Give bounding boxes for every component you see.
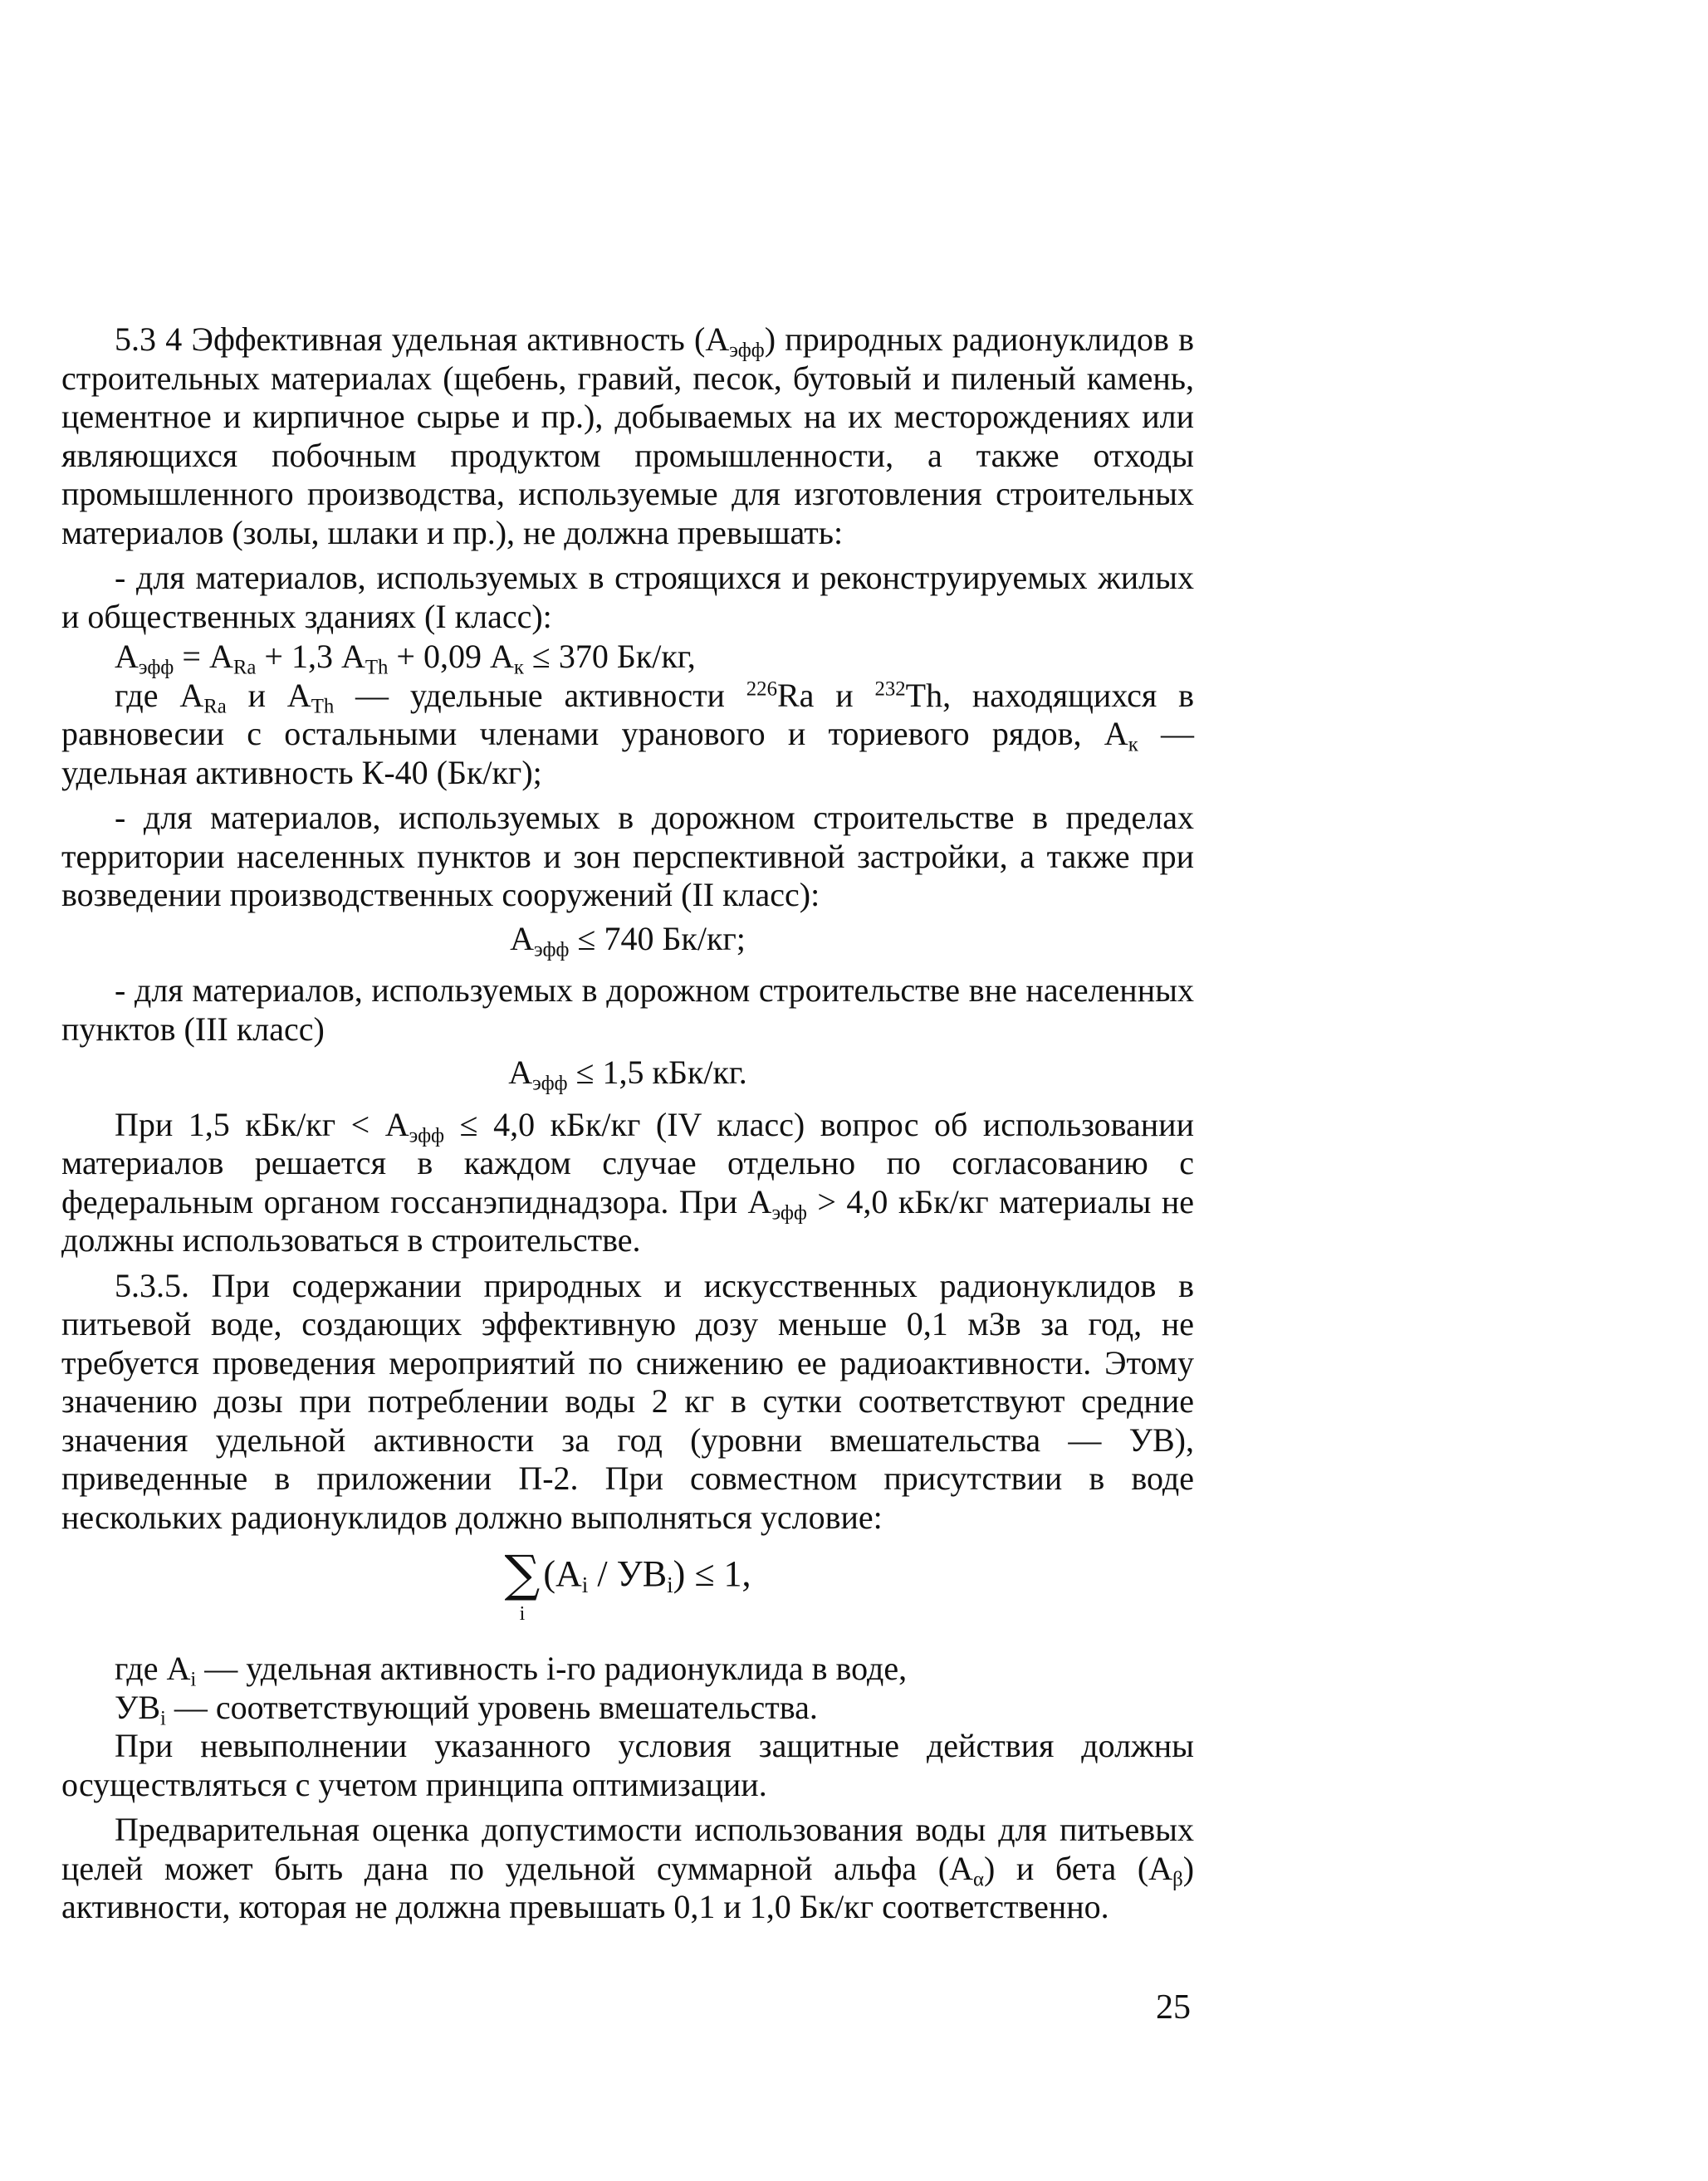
class-1-where [61,677,1194,793]
text-run: — удельная активность i-го радионуклида в воде, [196,1650,908,1687]
text-run: ≤ 4,0 кБк/кг (IV класс) вопрос об использовании материалов решается в каждом случае отдельно по согласованию с федеральным органом госсанэпиднадзора. При А [61,1105,1194,1220]
subscript: Th [311,694,335,717]
text-run: ) и бета (А [983,1849,1173,1887]
text-run: ) активности, которая не должна превышать 0,1 и 1,0 Бк/кг соответственно. [61,1849,1195,1925]
subscript: эфф [409,1123,445,1147]
class-1-intro: - для материалов, используемых в строящихся и реконструируемых жилых и общественных зданиях (I класс): [61,559,1194,635]
page-number: 25 [1156,1988,1191,2027]
text-run: А [115,638,139,675]
text-run: — удельные активности [334,676,746,714]
optimization-paragraph: При невыполнении указанного условия защитные действия должны осуществляться с учетом принципа оптимизации. [61,1727,1194,1803]
subscript: Ra [203,694,227,717]
preliminary-assessment-paragraph [61,1811,1194,1927]
sum-expression [504,1545,751,1625]
sum-body [543,1552,751,1597]
text-run: УВ [115,1688,160,1726]
formula-class-1 [61,638,1194,677]
subscript: i [667,1572,673,1598]
class-4-paragraph [61,1106,1194,1260]
subscript: эфф [532,1072,568,1095]
paragraph-5-3-5: 5.3.5. При содержании природных и искусственных радионуклидов в питьевой воде, создающих эффективную дозу меньше 0,1 мЗв за год, не требуется проведения мероприятий по снижению ее радиоактивности. Этому значению дозы при потреблении воды 2 кг в сутки соответствуют средние значения удельной активности за год (уровни вмешательства — УВ), приведенные в приложении П-2. При совместном присутствии в воде нескольких радионуклидов должно выполняться условие: [61,1266,1194,1536]
sigma-column [504,1545,541,1625]
text-run: Предварительная оценка допустимости использования воды для питьевых целей может быть дана по удельной суммарной альфа (А [61,1811,1194,1887]
subscript: эфф [729,339,765,362]
text-run: ) природных радионуклидов в строительных материалах (щебень, гравий, песок, бутовый и пиленый камень, цементное и кирпичное сырье и пр.), добываемых на их месторождениях или являющихся побочным продуктом промышленности, а также отходы промышленного производства, используемые для изготовления строительных материалов (золы, шлаки и пр.), не должна превышать: [61,320,1194,551]
text-run: ) ≤ 1, [673,1553,751,1594]
text-run: (А [543,1553,582,1594]
text-run: Th, находящихся в равновесии с остальными членами уранового и ториевого рядов, А [61,676,1195,752]
subscript: i [581,1572,589,1598]
sigma-index: i [519,1603,526,1625]
text-run: А [510,919,534,957]
text-run: где А [115,676,204,714]
subscript: i [190,1668,197,1691]
subscript: β [1172,1867,1183,1890]
text-run: — соответствующий уровень вмешательства. [165,1688,818,1726]
paragraph-5-3-4 [61,320,1194,552]
where-intervention-level [61,1689,1194,1728]
sigma-symbol: ∑ [504,1545,541,1603]
class-3-intro: - для материалов, используемых в дорожном строительстве вне населенных пунктов (III класс) [61,971,1194,1048]
formula-class-3 [61,1054,1194,1093]
subscript: Th [365,656,389,679]
text-run: = А [174,638,233,675]
subscript: i [160,1706,166,1729]
subscript: эфф [138,656,174,679]
text-run: ≤ 370 Бк/кг, [523,638,696,675]
text-run: ≤ 1,5 кБк/кг. [567,1054,747,1091]
text-run: и А [226,676,311,714]
superscript: 226 [746,677,777,700]
text-run: + 1,3 А [256,638,365,675]
text-run: Ra и [776,676,875,714]
text-run: — удельная активность К-40 (Бк/кг); [61,715,1195,791]
subscript: эфф [771,1201,807,1224]
text-run: + 0,09 А [388,638,514,675]
page-content [61,320,1194,1927]
formula-class-2 [61,920,1194,959]
text-run: ≤ 740 Бк/кг; [569,919,746,957]
text-run: / УВ [588,1553,668,1594]
where-activity [61,1650,1194,1689]
text-run: При 1,5 кБк/кг < А [115,1105,409,1143]
text-run: > 4,0 кБк/кг материалы не должны использоваться в строительстве. [61,1182,1194,1259]
subscript: эфф [533,937,570,961]
subscript: Ra [232,656,257,679]
text-run: А [508,1054,533,1091]
superscript: 232 [874,677,906,700]
subscript: к [513,656,524,679]
class-2-intro: - для материалов, используемых в дорожном строительстве в пределах территории населенных пунктов и зон перспективной застройки, а также при возведении производственных сооружений (II класс): [61,799,1194,913]
text-run: где А [115,1650,191,1687]
subscript: к [1128,733,1138,756]
subscript: α [972,1867,984,1890]
sum-formula [61,1545,1194,1625]
text-run: 5.3 4 Эффективная удельная активность (А [115,320,730,358]
